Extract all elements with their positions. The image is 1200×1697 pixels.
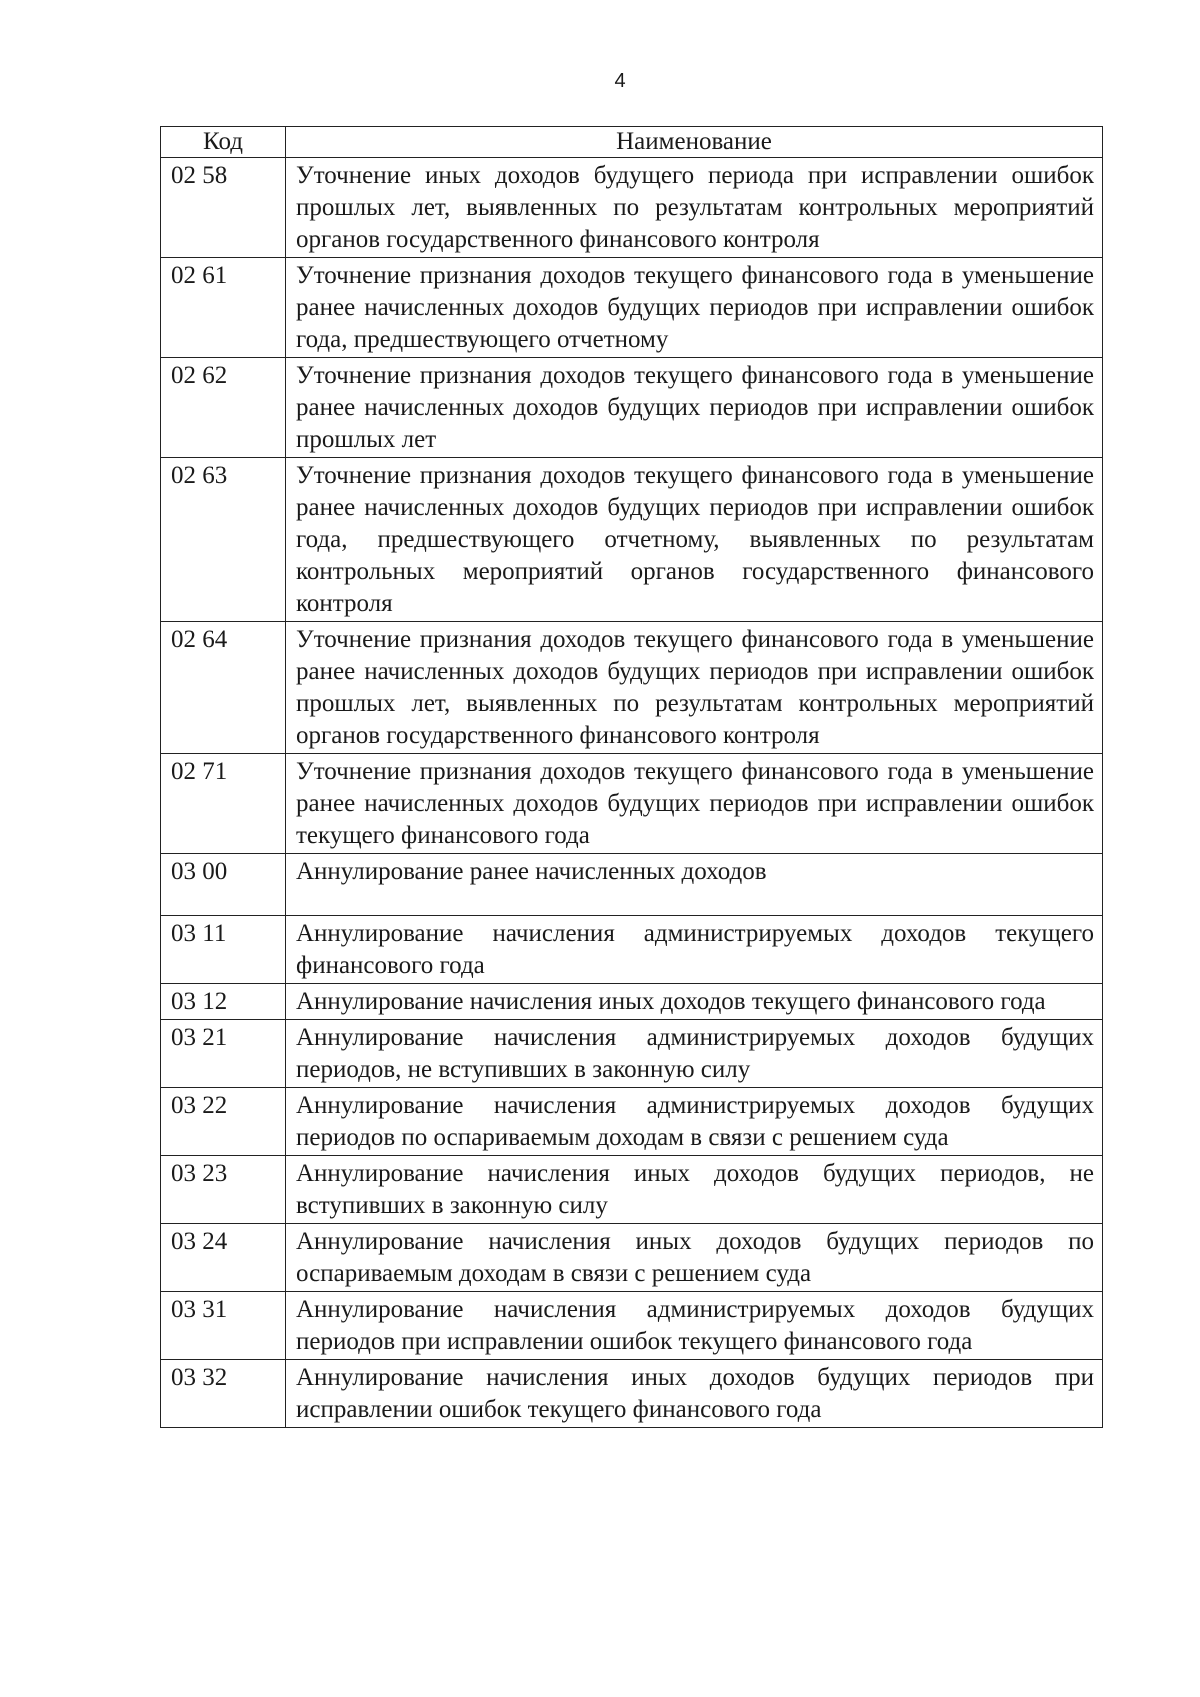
table-row: [161, 1020, 1103, 1088]
row-code: 03 21: [161, 1020, 286, 1088]
table-row: [161, 854, 1103, 916]
row-name: Уточнение признания доходов текущего финансового года в уменьшение ранее начисленных доходов будущих периодов при исправлении ошибок текущего финансового года: [286, 754, 1103, 854]
table-row: [161, 158, 1103, 258]
codes-table: [160, 126, 1103, 1428]
table-row: [161, 754, 1103, 854]
row-name: Аннулирование начисления иных доходов будущих периодов по оспариваемым доходам в связи с решением суда: [286, 1224, 1103, 1292]
table-row: [161, 458, 1103, 622]
row-code: 03 11: [161, 916, 286, 984]
row-code: 03 22: [161, 1088, 286, 1156]
row-name: Аннулирование начисления администрируемых доходов будущих периодов, не вступивших в законную силу: [286, 1020, 1103, 1088]
row-code: 02 64: [161, 622, 286, 754]
row-code: 02 62: [161, 358, 286, 458]
row-name: Уточнение иных доходов будущего периода при исправлении ошибок прошлых лет, выявленных по результатам контрольных мероприятий органов государственного финансового контроля: [286, 158, 1103, 258]
row-name: Уточнение признания доходов текущего финансового года в уменьшение ранее начисленных доходов будущих периодов при исправлении ошибок прошлых лет, выявленных по результатам контрольных мероприятий органов государственного финансового контроля: [286, 622, 1103, 754]
row-code: 03 12: [161, 984, 286, 1020]
table-row: [161, 1224, 1103, 1292]
row-name: Аннулирование начисления администрируемых доходов будущих периодов по оспариваемым доходам в связи с решением суда: [286, 1088, 1103, 1156]
row-name: Уточнение признания доходов текущего финансового года в уменьшение ранее начисленных доходов будущих периодов при исправлении ошибок года, предшествующего отчетному: [286, 258, 1103, 358]
table-row: [161, 358, 1103, 458]
row-code: 03 32: [161, 1360, 286, 1428]
table-row: [161, 1292, 1103, 1360]
row-name: Уточнение признания доходов текущего финансового года в уменьшение ранее начисленных доходов будущих периодов при исправлении ошибок прошлых лет: [286, 358, 1103, 458]
table-row: [161, 1156, 1103, 1224]
table-row: [161, 622, 1103, 754]
header-code: Код: [161, 127, 286, 158]
row-name: Аннулирование начисления иных доходов будущих периодов, не вступивших в законную силу: [286, 1156, 1103, 1224]
table-row: [161, 984, 1103, 1020]
header-name: Наименование: [286, 127, 1103, 158]
page-number: 4: [614, 70, 626, 92]
row-name: Аннулирование начисления иных доходов будущих периодов при исправлении ошибок текущего финансового года: [286, 1360, 1103, 1428]
row-code: 02 71: [161, 754, 286, 854]
row-code: 03 23: [161, 1156, 286, 1224]
row-code: 03 24: [161, 1224, 286, 1292]
table-row: [161, 258, 1103, 358]
row-name: Аннулирование ранее начисленных доходов: [286, 854, 1103, 916]
row-name: Аннулирование начисления иных доходов текущего финансового года: [286, 984, 1103, 1020]
row-name: Аннулирование начисления администрируемых доходов текущего финансового года: [286, 916, 1103, 984]
table-row: [161, 1088, 1103, 1156]
table-row: [161, 1360, 1103, 1428]
row-code: 03 31: [161, 1292, 286, 1360]
row-code: 02 58: [161, 158, 286, 258]
table-header-row: [161, 127, 1103, 158]
row-name: Аннулирование начисления администрируемых доходов будущих периодов при исправлении ошибок текущего финансового года: [286, 1292, 1103, 1360]
row-code: 03 00: [161, 854, 286, 916]
row-code: 02 63: [161, 458, 286, 622]
table-row: [161, 916, 1103, 984]
row-name: Уточнение признания доходов текущего финансового года в уменьшение ранее начисленных доходов будущих периодов при исправлении ошибок года, предшествующего отчетному, выявленных по результатам контрольных мероприятий органов государственного финансового контроля: [286, 458, 1103, 622]
row-code: 02 61: [161, 258, 286, 358]
